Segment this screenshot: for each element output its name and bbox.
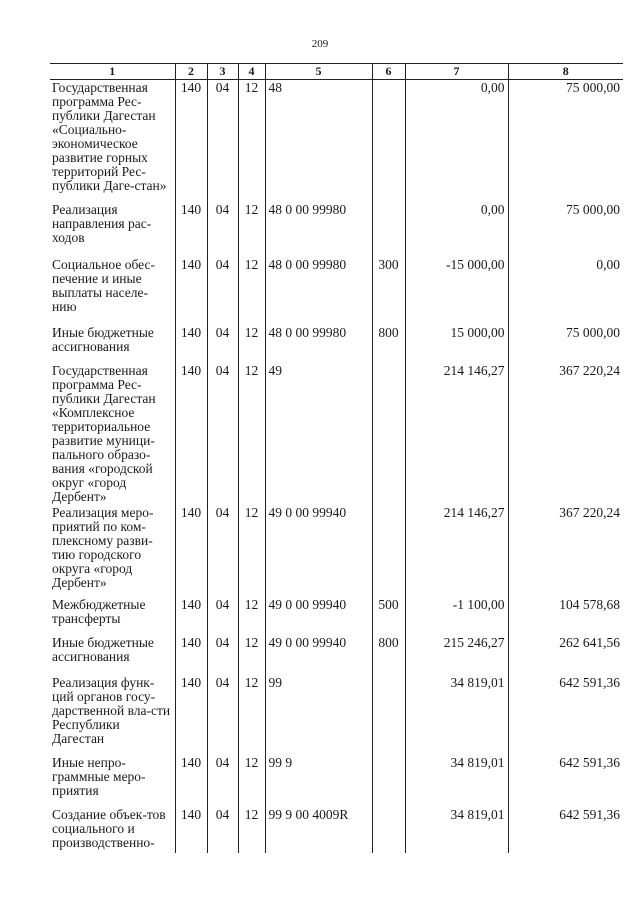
cell-col2: 140 (175, 635, 207, 675)
cell-col5: 99 9 00 4009R (265, 807, 372, 853)
cell-col3: 04 (207, 325, 238, 363)
column-header: 3 (207, 64, 238, 80)
cell-col7: 34 819,01 (405, 807, 508, 853)
table-row (50, 675, 623, 755)
cell-col6 (372, 505, 405, 597)
table-row (50, 597, 623, 635)
cell-col7: 34 819,01 (405, 675, 508, 755)
table-row (50, 635, 623, 675)
row-name: Реализация направления рас-ходов (52, 201, 152, 245)
cell-col2: 140 (175, 325, 207, 363)
column-header: 1 (50, 64, 175, 80)
cell-col8: 642 591,36 (508, 675, 623, 755)
column-header: 5 (265, 64, 372, 80)
page-number: 209 (311, 38, 329, 50)
cell-col2: 140 (175, 597, 207, 635)
column-header: 6 (372, 64, 405, 80)
cell-col7: -15 000,00 (405, 257, 508, 325)
cell-col8: 104 578,68 (508, 597, 623, 635)
cell-col6: 800 (372, 635, 405, 675)
cell-col3: 04 (207, 257, 238, 325)
table-row (50, 80, 623, 202)
cell-col8: 75 000,00 (508, 325, 623, 363)
row-name: Реализация меро-приятий по ком-плексному разви-тию городского округа «город Дербент» (52, 504, 154, 590)
cell-col7: 0,00 (405, 80, 508, 202)
cell-col3: 04 (207, 202, 238, 257)
cell-col3: 04 (207, 597, 238, 635)
cell-col6: 300 (372, 257, 405, 325)
table-row (50, 202, 623, 257)
cell-col8: 367 220,24 (508, 505, 623, 597)
cell-col6 (372, 80, 405, 202)
cell-col6: 500 (372, 597, 405, 635)
cell-col6 (372, 675, 405, 755)
cell-col8: 75 000,00 (508, 80, 623, 202)
table-row (50, 505, 623, 597)
cell-col5: 49 0 00 99940 (265, 597, 372, 635)
cell-col3: 04 (207, 505, 238, 597)
cell-col3: 04 (207, 363, 238, 505)
cell-col2: 140 (175, 755, 207, 807)
cell-col2: 140 (175, 363, 207, 505)
row-name: Иные непро-граммные меро-приятия (52, 754, 146, 798)
cell-col8: 75 000,00 (508, 202, 623, 257)
cell-col5: 48 (265, 80, 372, 202)
cell-col3: 04 (207, 807, 238, 853)
table-row (50, 325, 623, 363)
cell-col2: 140 (175, 257, 207, 325)
column-header: 7 (405, 64, 508, 80)
cell-col4: 12 (238, 675, 265, 755)
cell-col7: 214 146,27 (405, 363, 508, 505)
cell-col8: 367 220,24 (508, 363, 623, 505)
row-name: Реализация функ-ций органов госу-дарственной вла-сти Республики Дагестан (52, 674, 171, 746)
table-row (50, 257, 623, 325)
row-name: Межбюджетные трансферты (52, 596, 146, 626)
cell-col4: 12 (238, 597, 265, 635)
cell-col5: 48 0 00 99980 (265, 202, 372, 257)
cell-col2: 140 (175, 80, 207, 202)
cell-col4: 12 (238, 363, 265, 505)
cell-col4: 12 (238, 505, 265, 597)
header-row (50, 64, 623, 80)
cell-col8: 642 591,36 (508, 807, 623, 853)
cell-col7: 215 246,27 (405, 635, 508, 675)
cell-col8: 0,00 (508, 257, 623, 325)
column-header: 2 (175, 64, 207, 80)
cell-col5: 48 0 00 99980 (265, 257, 372, 325)
row-name: Государственная программа Рес-публики Дагестан «Комплексное территориальное развитие муници-пального образо-вания «городской округ «город Дербент» (52, 362, 156, 504)
cell-col7: -1 100,00 (405, 597, 508, 635)
cell-col2: 140 (175, 675, 207, 755)
cell-col7: 214 146,27 (405, 505, 508, 597)
table-row (50, 363, 623, 505)
cell-col6: 800 (372, 325, 405, 363)
cell-col6 (372, 755, 405, 807)
cell-col7: 15 000,00 (405, 325, 508, 363)
cell-col2: 140 (175, 202, 207, 257)
cell-col2: 140 (175, 505, 207, 597)
column-header: 4 (238, 64, 265, 80)
cell-col4: 12 (238, 755, 265, 807)
cell-col5: 49 (265, 363, 372, 505)
cell-col3: 04 (207, 80, 238, 202)
cell-col5: 48 0 00 99980 (265, 325, 372, 363)
table-row (50, 755, 623, 807)
cell-col4: 12 (238, 325, 265, 363)
cell-col4: 12 (238, 80, 265, 202)
cell-col5: 99 9 (265, 755, 372, 807)
table-row (50, 807, 623, 853)
cell-col4: 12 (238, 807, 265, 853)
row-name: Социальное обес-печение и иные выплаты населе-нию (52, 256, 155, 314)
column-header: 8 (508, 64, 623, 80)
cell-col5: 49 0 00 99940 (265, 505, 372, 597)
cell-col5: 49 0 00 99940 (265, 635, 372, 675)
cell-col6 (372, 807, 405, 853)
cell-col3: 04 (207, 675, 238, 755)
cell-col4: 12 (238, 635, 265, 675)
cell-col6 (372, 363, 405, 505)
cell-col8: 642 591,36 (508, 755, 623, 807)
cell-col2: 140 (175, 807, 207, 853)
cell-col7: 34 819,01 (405, 755, 508, 807)
cell-col6 (372, 202, 405, 257)
row-name: Создание объек-тов социального и производственно- (52, 806, 166, 850)
row-name: Иные бюджетные ассигнования (52, 634, 154, 664)
row-name: Государственная программа Рес-публики Дагестан «Социально-экономическое развитие горных территорий Рес-публики Даге-стан» (52, 80, 167, 193)
cell-col8: 262 641,56 (508, 635, 623, 675)
cell-col4: 12 (238, 257, 265, 325)
cell-col7: 0,00 (405, 202, 508, 257)
cell-col4: 12 (238, 202, 265, 257)
cell-col3: 04 (207, 635, 238, 675)
cell-col5: 99 (265, 675, 372, 755)
cell-col3: 04 (207, 755, 238, 807)
row-name: Иные бюджетные ассигнования (52, 324, 154, 354)
budget-table (50, 63, 623, 853)
